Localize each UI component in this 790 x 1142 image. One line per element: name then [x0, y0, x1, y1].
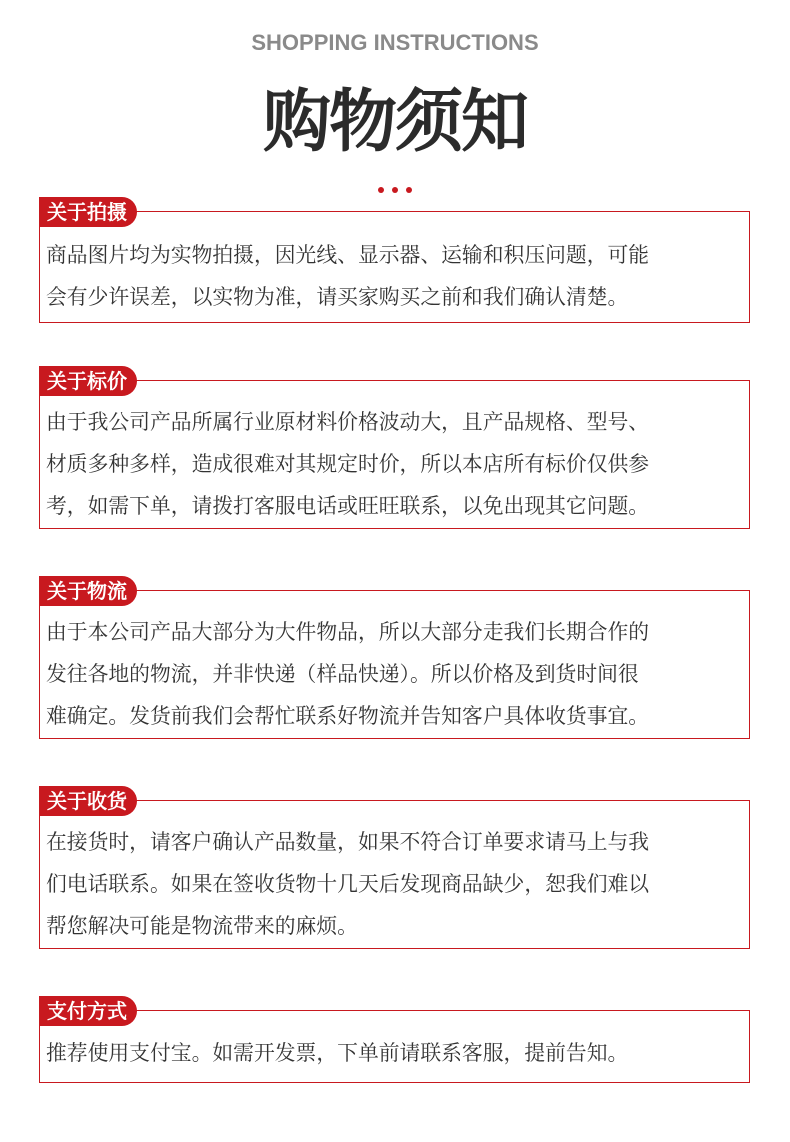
text-line: 由于本公司产品大部分为大件物品，所以大部分走我们长期合作的: [46, 620, 650, 644]
dot-icon: [392, 187, 398, 193]
section-text-receiving: [46, 821, 746, 947]
section-tag-logistics: 关于物流: [39, 576, 137, 606]
section-text-payment: [46, 1032, 746, 1074]
decorative-dots: [0, 178, 790, 197]
text-line: 商品图片均为实物拍摄，因光线、显示器、运输和积压问题，可能: [46, 243, 650, 267]
section-text-pricing: [46, 401, 746, 527]
page-title: 购物须知: [262, 83, 527, 162]
text-line: 帮您解决可能是物流带来的麻烦。: [46, 914, 358, 938]
text-line: 考，如需下单，请拨打客服电话或旺旺联系，以免出现其它问题。: [46, 494, 650, 518]
text-line: 在接货时，请客户确认产品数量，如果不符合订单要求请马上与我: [46, 830, 650, 854]
text-line: 会有少许误差，以实物为准，请买家购买之前和我们确认清楚。: [46, 285, 629, 309]
text-line: 材质多种多样，造成很难对其规定时价，所以本店所有标价仅供参: [46, 452, 650, 476]
dot-icon: [378, 187, 384, 193]
text-line: 由于我公司产品所属行业原材料价格波动大，且产品规格、型号、: [46, 410, 650, 434]
section-tag-pricing: 关于标价: [39, 366, 137, 396]
section-tag-photography: 关于拍摄: [39, 197, 137, 227]
text-line: 难确定。发货前我们会帮忙联系好物流并告知客户具体收货事宜。: [46, 704, 650, 728]
page-subtitle: SHOPPING INSTRUCTIONS: [251, 30, 539, 55]
section-text-photography: [46, 234, 746, 318]
text-line: 发往各地的物流，并非快递（样品快递）。所以价格及到货时间很: [46, 662, 639, 686]
dot-icon: [406, 187, 412, 193]
text-line: 们电话联系。如果在签收货物十几天后发现商品缺少，恕我们难以: [46, 872, 650, 896]
section-text-logistics: [46, 611, 746, 737]
text-line: 推荐使用支付宝。如需开发票，下单前请联系客服，提前告知。: [46, 1041, 629, 1065]
section-tag-payment: 支付方式: [39, 996, 137, 1026]
section-tag-receiving: 关于收货: [39, 786, 137, 816]
